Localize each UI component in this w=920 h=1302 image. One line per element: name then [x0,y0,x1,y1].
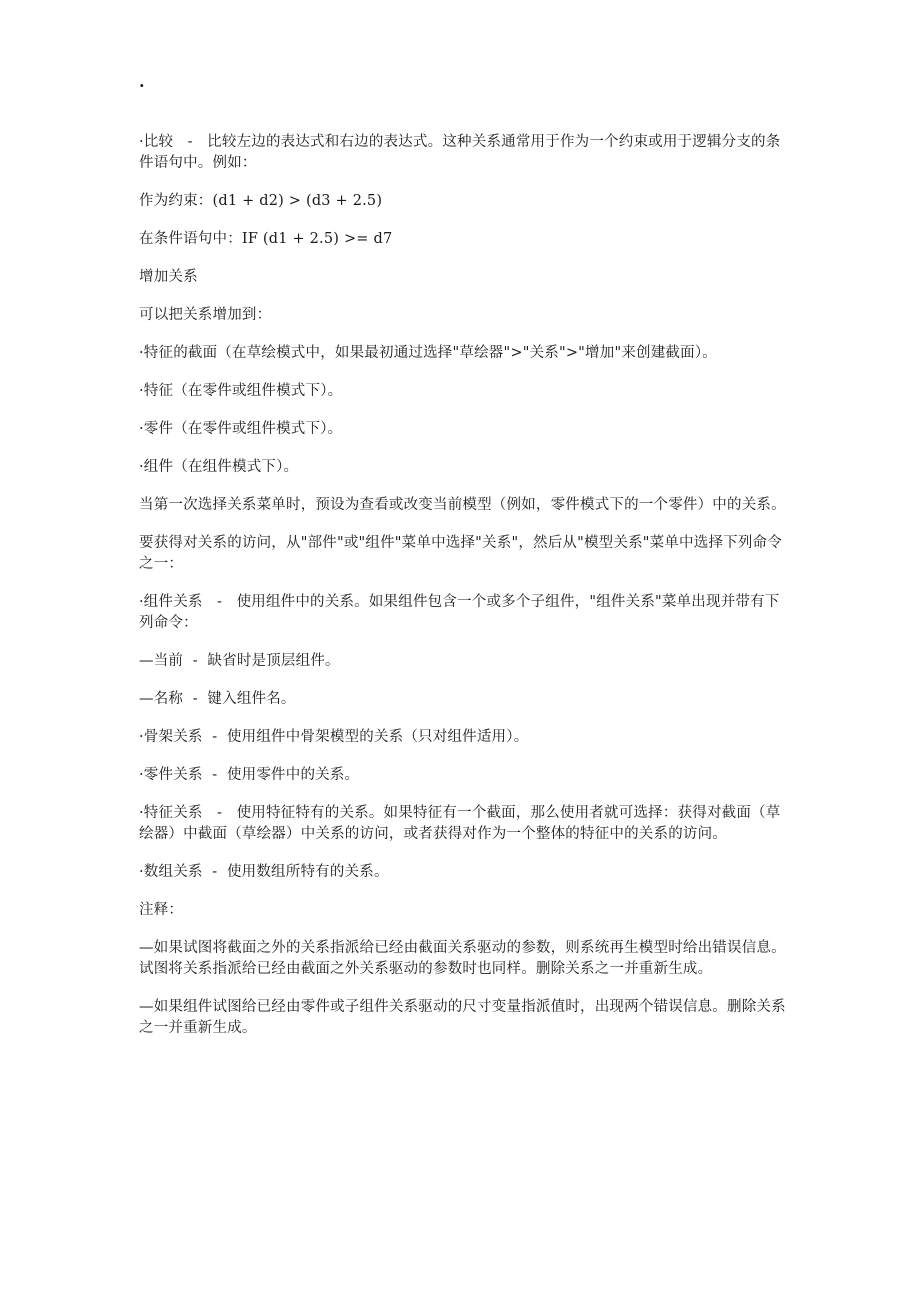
list-item-assembly-relations: ·组件关系 - 使用组件中的关系。如果组件包含一个或多个子组件，"组件关系"菜单出现并带有下列命令： [139,594,780,631]
list-item-part-relations: ·零件关系 - 使用零件中的关系。 [139,767,360,783]
list-item-feature: ·特征（在零件或组件模式下）。 [139,383,343,399]
list-item-skeleton-relations: ·骨架关系 - 使用组件中骨架模型的关系（只对组件适用）。 [139,729,529,745]
list-item-part: ·零件（在零件或组件模式下）。 [139,421,343,437]
document-body [139,132,787,1056]
section-heading-add-relations: 增加关系 [139,269,198,285]
paragraph-condition-example: 在条件语句中：IF (d1 + 2.5) >= d7 [139,231,393,247]
list-item-assembly: ·组件（在组件模式下）。 [139,459,299,475]
list-item-feature-relations: ·特征关系 - 使用特征特有的关系。如果特征有一个截面，那么使用者就可选择：获得对截面（草绘器）中截面（草绘器）中关系的访问，或者获得对作为一个整体的特征中的关系的访问。 [139,805,781,842]
notes-heading: 注释： [139,902,184,918]
list-item-feature-section: ·特征的截面（在草绘模式中，如果最初通过选择"草绘器">"关系">"增加"来创建截面）。 [139,345,717,361]
paragraph-constraint-example: 作为约束：(d1 + d2) > (d3 + 2.5) [139,193,383,209]
page-marker: . [139,72,145,91]
paragraph-default-menu: 当第一次选择关系菜单时，预设为查看或改变当前模型（例如，零件模式下的一个零件）中的关系。 [139,497,786,513]
paragraph-add-to: 可以把关系增加到： [139,307,272,323]
sub-item-name: —名称 - 键入组件名。 [139,691,296,707]
note-section-relations: —如果试图将截面之外的关系指派给已经由截面关系驱动的参数，则系统再生模型时给出错误信息。试图将关系指派给已经由截面之外关系驱动的参数时也同样。删除关系之一并重新生成。 [139,940,786,977]
note-assembly-relations: —如果组件试图给已经由零件或子组件关系驱动的尺寸变量指派值时，出现两个错误信息。删除关系之一并重新生成。 [139,999,786,1036]
list-item-pattern-relations: ·数组关系 - 使用数组所特有的关系。 [139,864,389,880]
paragraph-compare: ·比较 - 比较左边的表达式和右边的表达式。这种关系通常用于作为一个约束或用于逻辑分支的条件语句中。例如： [139,134,781,171]
paragraph-access-relations: 要获得对关系的访问，从"部件"或"组件"菜单中选择"关系"，然后从"模型关系"菜单中选择下列命令之一： [139,535,782,572]
sub-item-current: —当前 - 缺省时是顶层组件。 [139,653,340,669]
